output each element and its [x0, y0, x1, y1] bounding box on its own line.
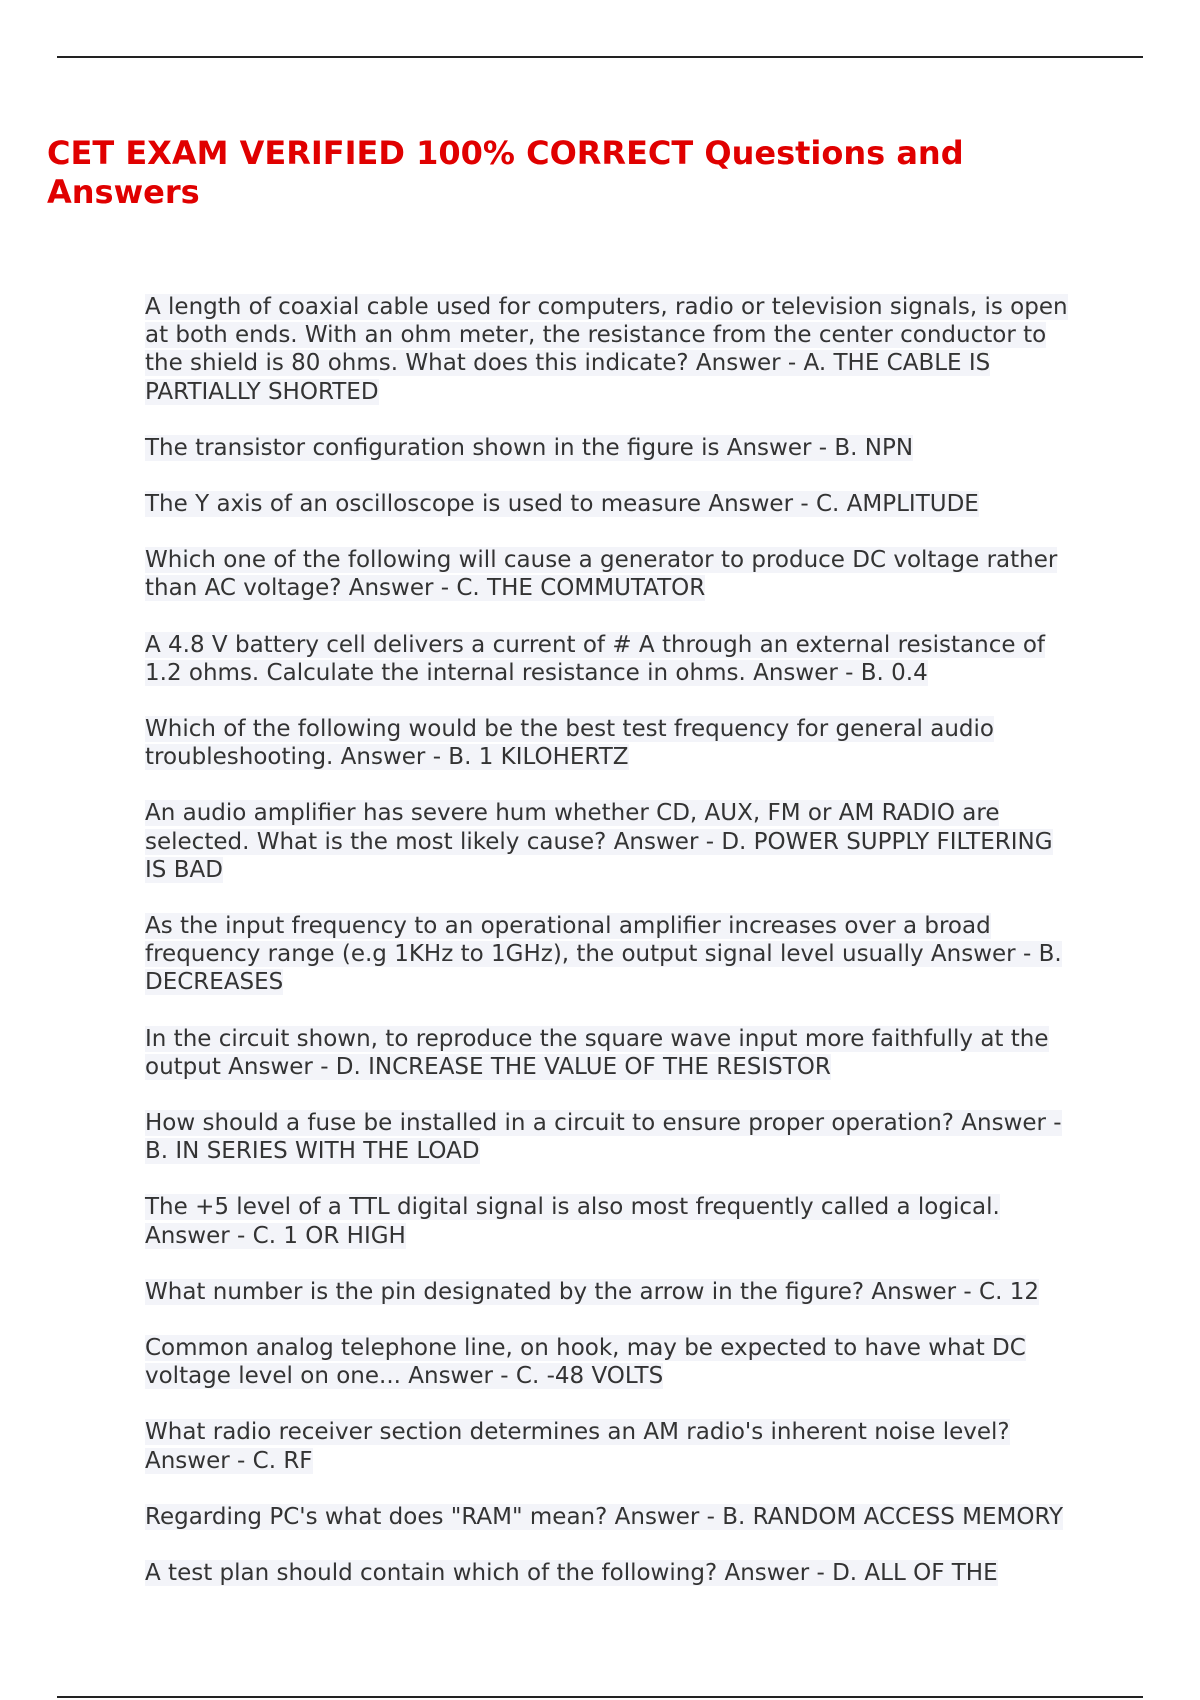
qa-text: The transistor configuration shown in the figure is Answer - B. NPN: [145, 434, 914, 461]
qa-item: [145, 715, 1075, 771]
qa-text: Which of the following would be the best test frequency for general audio troubleshooting. Answer - B. 1 KILOHERTZ: [145, 716, 994, 771]
top-rule: [57, 56, 1143, 58]
qa-item: [145, 631, 1075, 687]
qa-item: [145, 912, 1075, 997]
qa-item: [145, 490, 1075, 518]
qa-item: [145, 1503, 1075, 1531]
qa-text: How should a fuse be installed in a circuit to ensure proper operation? Answer - B. IN SERIES WITH THE LOAD: [145, 1110, 1062, 1165]
qa-text: The +5 level of a TTL digital signal is also most frequently called a logical. Answer - C. 1 OR HIGH: [145, 1194, 1000, 1249]
qa-item: [145, 1278, 1075, 1306]
qa-text: Regarding PC's what does "RAM" mean? Answer - B. RANDOM ACCESS MEMORY: [145, 1503, 1064, 1530]
qa-text: Common analog telephone line, on hook, may be expected to have what DC voltage level on one... Answer - C. -48 VOLTS: [145, 1335, 1026, 1390]
qa-text: A 4.8 V battery cell delivers a current of # A through an external resistance of 1.2 ohms. Calculate the internal resistance in ohms. Answer - B. 0.4: [145, 631, 1045, 686]
qa-text: A length of coaxial cable used for computers, radio or television signals, is open at both ends. With an ohm meter, the resistance from the center conductor to the shield is 80 ohms. What does this indicate? Answer - A. THE CABLE IS PARTIALLY SHORTED: [145, 294, 1068, 405]
qa-item: [145, 1418, 1075, 1474]
qa-text: What number is the pin designated by the arrow in the figure? Answer - C. 12: [145, 1278, 1039, 1305]
qa-text: The Y axis of an oscilloscope is used to measure Answer - C. AMPLITUDE: [145, 491, 979, 518]
qa-text: What radio receiver section determines an AM radio's inherent noise level? Answer - C. RF: [145, 1419, 1010, 1474]
qa-text: As the input frequency to an operational amplifier increases over a broad frequency range (e.g 1KHz to 1GHz), the output signal level usually Answer - B. DECREASES: [145, 913, 1062, 996]
qa-text: Which one of the following will cause a generator to produce DC voltage rather than AC voltage? Answer - C. THE COMMUTATOR: [145, 547, 1058, 602]
qa-item: [145, 293, 1075, 406]
qa-item: [145, 434, 1075, 462]
qa-item: [145, 799, 1075, 884]
qa-text: A test plan should contain which of the following? Answer - D. ALL OF THE: [145, 1560, 998, 1587]
qa-text: An audio amplifier has severe hum whether CD, AUX, FM or AM RADIO are selected. What is the most likely cause? Answer - D. POWER SUPPLY FILTERING IS BAD: [145, 800, 1053, 883]
qa-item: [145, 1193, 1075, 1249]
qa-text: In the circuit shown, to reproduce the square wave input more faithfully at the output Answer - D. INCREASE THE VALUE OF THE RESISTOR: [145, 1025, 1049, 1080]
qa-item: [145, 1109, 1075, 1165]
bottom-rule: [57, 1696, 1143, 1698]
qa-item: [145, 1559, 1075, 1587]
qa-list: [145, 293, 1075, 1615]
qa-item: [145, 546, 1075, 602]
document-title: CET EXAM VERIFIED 100% CORRECT Questions and Answers: [47, 134, 964, 211]
qa-item: [145, 1334, 1075, 1390]
qa-item: [145, 1025, 1075, 1081]
